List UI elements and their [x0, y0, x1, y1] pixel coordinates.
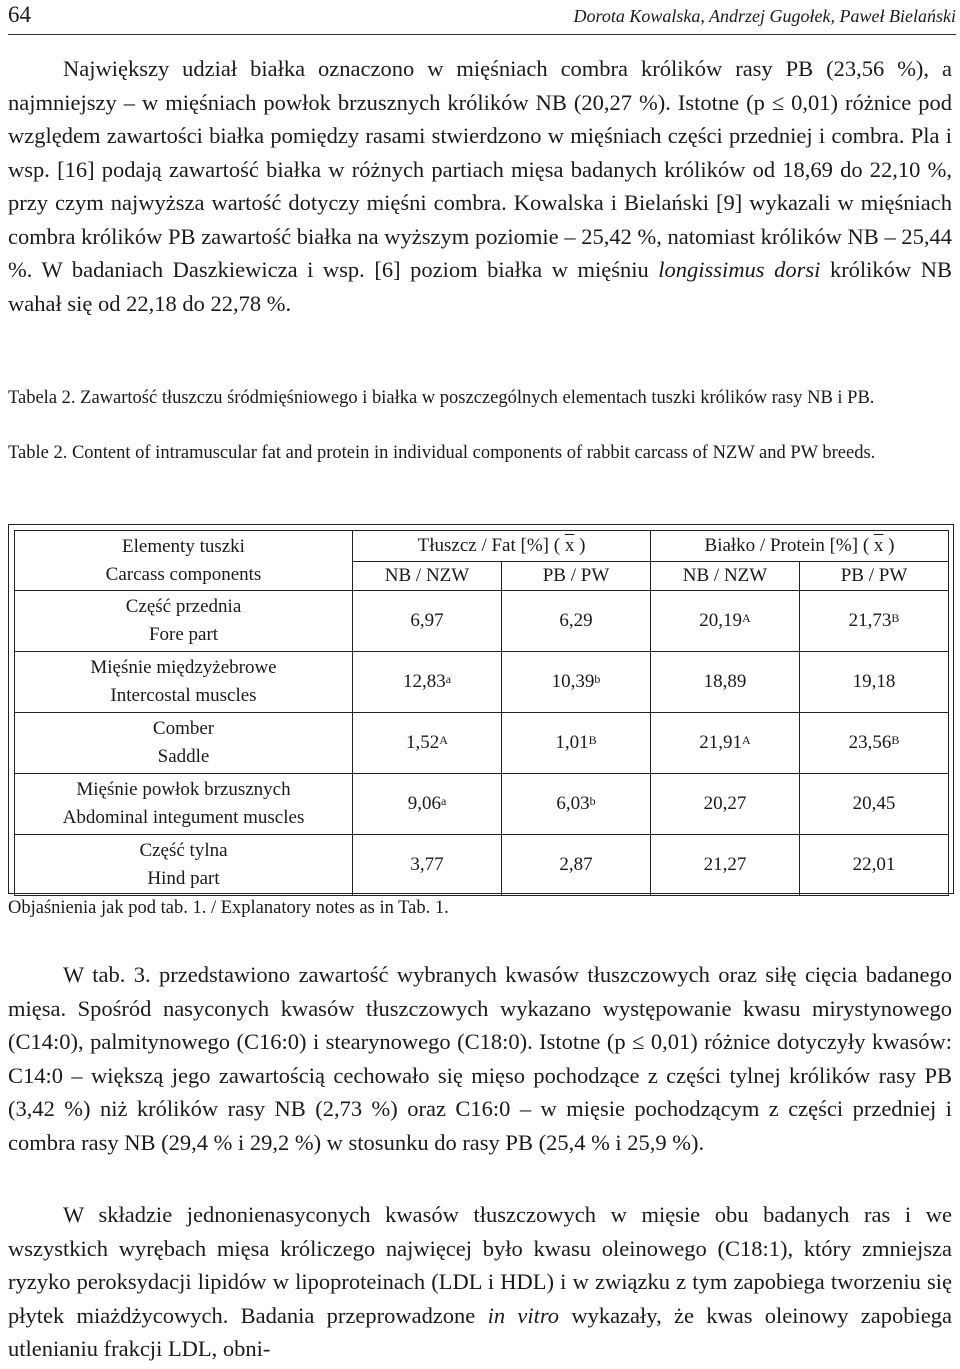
page-header	[8, 2, 956, 35]
document-page	[8, 0, 956, 1369]
mean-symbol: $\overline{x}$	[564, 535, 575, 556]
row-label: Mięśnie powłok brzusznych Abdominal integument muscles	[15, 774, 353, 835]
table-row	[15, 835, 949, 896]
subheader-breed: PB / PW	[502, 562, 651, 591]
subheader-breed: NB / NZW	[651, 562, 800, 591]
header-carcass-components	[15, 531, 353, 591]
table-cell: 6,03$^b$	[502, 774, 651, 835]
row-label: Mięśnie międzyżebrowe Intercostal muscles	[15, 652, 353, 713]
table-frame	[8, 524, 954, 894]
paragraph-fatty-acids: W tab. 3. przedstawiono zawartość wybranych kwasów tłuszczowych oraz siłę cięcia badanego mięsa. Spośród nasyconych kwasów tłuszczowych wykazano występowanie kwasu mirystynowego (C14:0), palmitynowego (C16:0) i stearynowego (C18:0). Istotne (p ≤ 0,01) różnice dotyczyły kwasów: C14:0 – większą jego zawartością cechowało się mięso pochodzące z części tylnej królików rasy PB (3,42 %) niż królików rasy NB (2,73 %) oraz C16:0 – w mięsie pochodzącym z części przedniej i combra rasy NB (29,4 % i 29,2 %) w stosunku do rasy PB (25,4 % i 25,9 %).	[8, 962, 952, 1155]
italic-term: in vitro	[487, 1302, 560, 1328]
subheader-breed: NB / NZW	[353, 562, 502, 591]
table-cell: 19,18	[800, 652, 949, 713]
table-cell: $21,73^B$	[800, 591, 949, 652]
table-cell: 3,77	[353, 835, 502, 896]
header-label-pl: Elementy tuszki	[122, 535, 245, 557]
table-cell: 2,87	[502, 835, 651, 896]
paragraph-text: Największy udział białka oznaczono w mięśniach combra królików rasy PB (23,56 %), a najmniejszy – w mięśniach powłok brzusznych królików NB (20,27 %). Istotne (p ≤ 0,01) różnice pod względem zawartości białka pomiędzy rasami stwierdzono w mięśniach części przedniej i combra. Pla i wsp. [16] podają zawartość białka w różnych partiach mięsa badanych królików od 18,69 do 22,10 %, przy czym najwyższa wartość dotyczy mięśni combra. Kowalska i Bielański [9] wykazali w mięśniach combra królików PB zawartość białka na wyższym poziomie – 25,42 %, natomiast królików NB – 25,44 %. W badaniach Daszkiewicza i wsp. [6] poziom białka w mięśniu	[8, 56, 952, 282]
header-label-en: Carcass components	[105, 563, 262, 585]
row-label: Część tylna Hind part	[15, 835, 353, 896]
table-cell: 12,83$^a$	[353, 652, 502, 713]
header-protein: Białko / Protein [%] ( $\overline{x}$ )	[651, 531, 949, 562]
header-fat: Tłuszcz / Fat [%] ( $\overline{x}$ )	[353, 531, 651, 562]
table-cell: 20,45	[800, 774, 949, 835]
fat-protein-table	[14, 530, 949, 896]
table-cell: 6,29	[502, 591, 651, 652]
table-note: Objaśnienia jak pod tab. 1. / Explanatory notes as in Tab. 1.	[8, 898, 449, 918]
table-cell: $1,01^B$	[502, 713, 651, 774]
table-row	[15, 713, 949, 774]
row-label: Comber Saddle	[15, 713, 353, 774]
table-cell: $23,56^B$	[800, 713, 949, 774]
table-cell: 9,06$^a$	[353, 774, 502, 835]
mean-symbol: $\overline{x}$	[873, 535, 884, 556]
table-row	[15, 774, 949, 835]
table-cell: 22,01	[800, 835, 949, 896]
italic-term: longissimus dorsi	[658, 257, 821, 282]
paragraph-protein	[8, 52, 952, 320]
paragraph-text: wykazały, że kwas oleinowy zapobiega utlenianiu frakcji LDL, obni-	[8, 1302, 952, 1361]
paragraph-text: królików NB wahał się od 22,18 do 22,78 %.	[8, 257, 952, 316]
table-caption-pl: Tabela 2. Zawartość tłuszczu śródmięśniowego i białka w poszczególnych elementach tuszki królików rasy NB i PB.	[8, 388, 875, 408]
table-cell: $1,52^A$	[353, 713, 502, 774]
subheader-breed: PB / PW	[800, 562, 949, 591]
paragraph-monounsaturated	[8, 1198, 952, 1366]
running-head-authors: Dorota Kowalska, Andrzej Gugołek, Paweł Bielański	[573, 6, 956, 26]
paragraph-text: W składzie jednonienasyconych kwasów tłuszczowych w mięsie obu badanych ras i we wszystkich wyrębach mięsa króliczego najwięcej było kwasu oleinowego (C18:1), który zmniejsza ryzyko peroksydacji lipidów w lipoproteinach (LDL i HDL) i w związku z tym zapobiega tworzeniu się płytek miażdżycowych. Badania przeprowadzone	[8, 1202, 952, 1328]
table-caption-en: Table 2. Content of intramuscular fat and protein in individual components of rabbit carcass of NZW and PW breeds.	[8, 443, 876, 463]
table-row	[15, 591, 949, 652]
table-cell: $21,91^A$	[651, 713, 800, 774]
row-label: Część przednia Fore part	[15, 591, 353, 652]
table-cell: $20,19^A$	[651, 591, 800, 652]
page-number: 64	[8, 2, 31, 27]
table-cell: 18,89	[651, 652, 800, 713]
table-row	[15, 652, 949, 713]
table-cell: 10,39$^b$	[502, 652, 651, 713]
table-cell: 20,27	[651, 774, 800, 835]
table-cell: 6,97	[353, 591, 502, 652]
table-cell: 21,27	[651, 835, 800, 896]
